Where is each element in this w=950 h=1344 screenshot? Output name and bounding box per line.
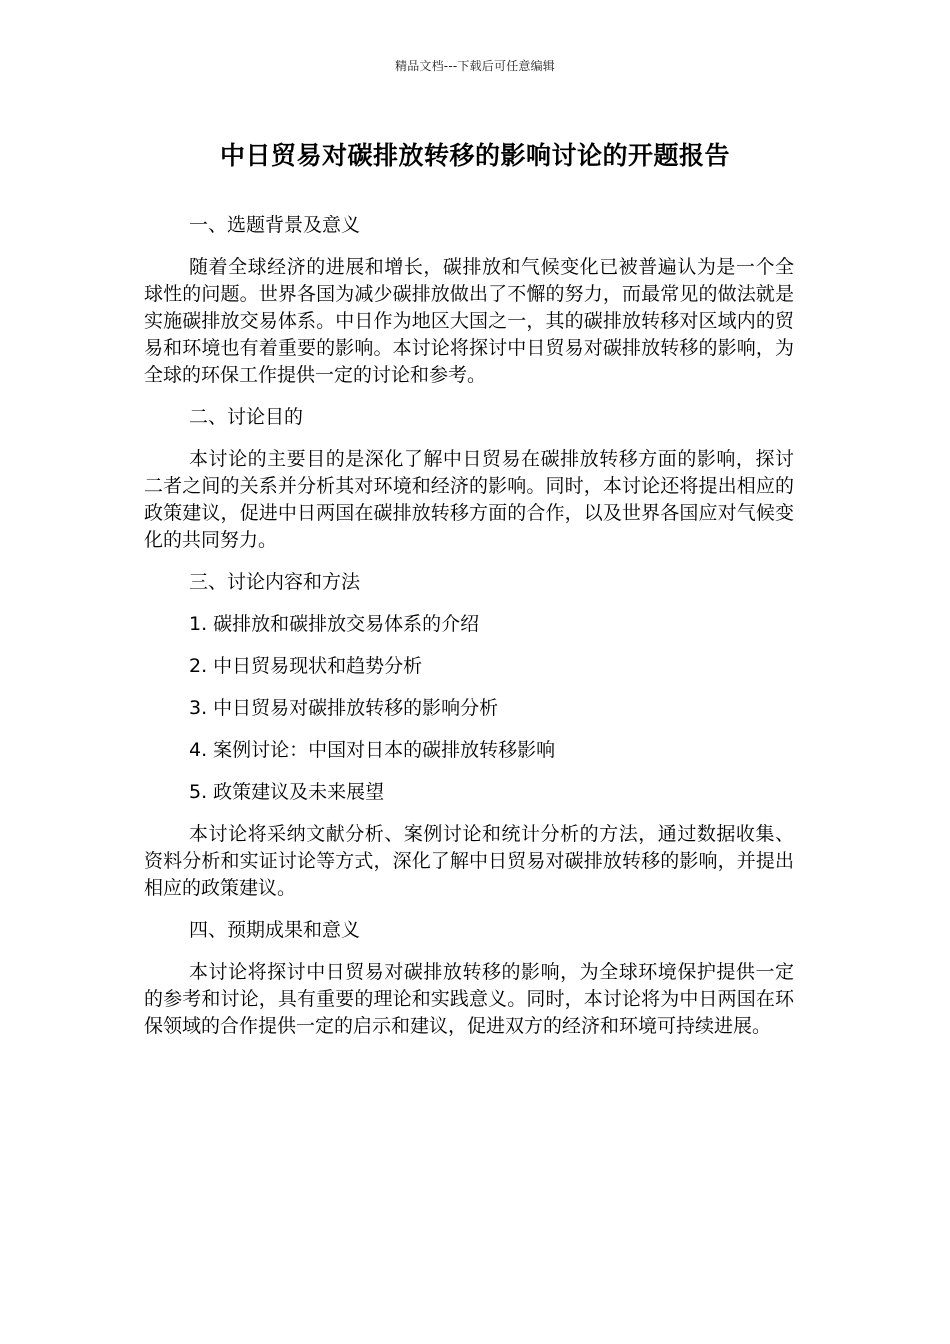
paragraph-background: 随着全球经济的进展和增长，碳排放和气候变化已被普遍认为是一个全球性的问题。世界各国为减少碳排放做出了不懈的努力，而最常见的做法就是实施碳排放交易体系。中日作为地区大国之一，其的碳排放转移对区域内的贸易和环境也有着重要的影响。本讨论将探讨中日贸易对碳排放转移的影响，为全球的环保工作提供一定的讨论和参考。 [144,256,794,386]
list-item: 1. 碳排放和碳排放交易体系的介绍 [189,613,480,635]
header-note: 精品文档---下载后可任意编辑 [395,59,555,73]
list-item: 4. 案例讨论：中国对日本的碳排放转移影响 [189,739,556,761]
list-item: 3. 中日贸易对碳排放转移的影响分析 [189,697,499,719]
list-item: 2. 中日贸易现状和趋势分析 [189,655,423,677]
document-title: 中日贸易对碳排放转移的影响讨论的开题报告 [219,141,730,170]
section-heading-content-methods: 三、讨论内容和方法 [189,571,361,593]
paragraph-methods: 本讨论将采纳文献分析、案例讨论和统计分析的方法，通过数据收集、资料分析和实证讨论等方式，深化了解中日贸易对碳排放转移的影响，并提出相应的政策建议。 [144,823,794,899]
document-body [144,212,794,1055]
list-item: 5. 政策建议及未来展望 [189,781,385,803]
section-heading-outcomes: 四、预期成果和意义 [189,919,361,941]
paragraph-outcomes: 本讨论将探讨中日贸易对碳排放转移的影响，为全球环境保护提供一定的参考和讨论，具有重要的理论和实践意义。同时，本讨论将为中日两国在环保领域的合作提供一定的启示和建议，促进双方的经济和环境可持续进展。 [144,961,794,1037]
paragraph-purpose: 本讨论的主要目的是深化了解中日贸易在碳排放转移方面的影响，探讨二者之间的关系并分析其对环境和经济的影响。同时，本讨论还将提出相应的政策建议，促进中日两国在碳排放转移方面的合作，以及世界各国应对气候变化的共同努力。 [144,448,794,551]
section-heading-background: 一、选题背景及意义 [189,214,361,236]
section-heading-purpose: 二、讨论目的 [189,406,304,428]
